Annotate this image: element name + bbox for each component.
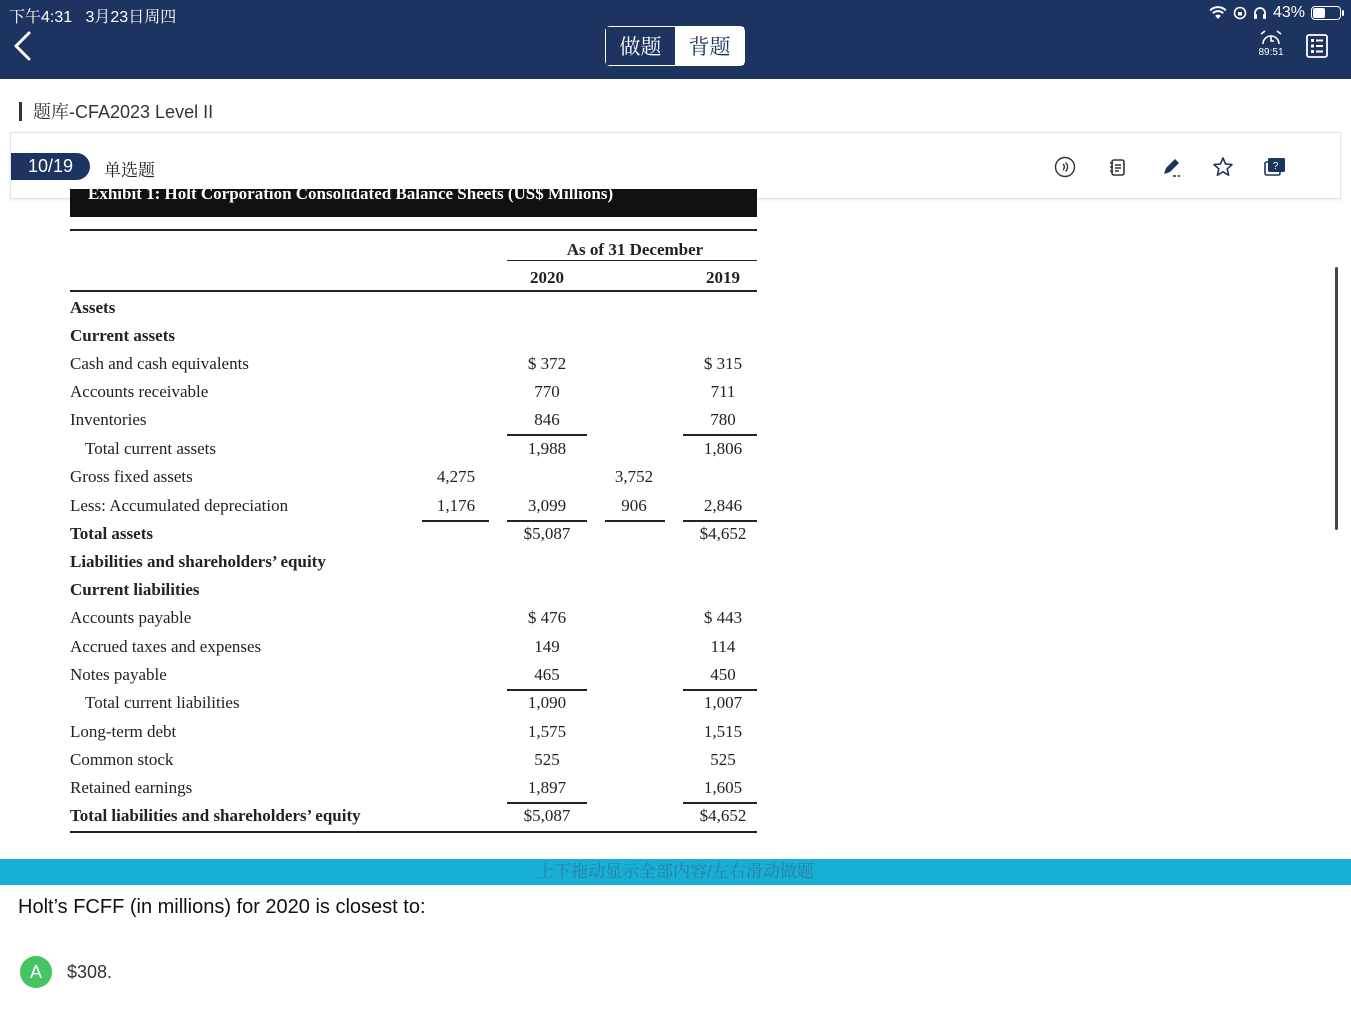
status-date: 3月23日周四 xyxy=(85,9,177,26)
row-label: Long-term debt xyxy=(70,722,177,741)
cell-2020: 1,897 xyxy=(527,778,567,797)
cell-2019: $ 443 xyxy=(703,608,743,627)
table-period-header: As of 31 December xyxy=(566,240,704,259)
subtotal-rule xyxy=(683,434,757,436)
swipe-hint[interactable]: 上下拖动显示全部内容/左右滑动做题 xyxy=(0,859,1351,885)
cell-gross-2019: 906 xyxy=(621,496,647,515)
subtotal-rule xyxy=(683,689,757,691)
subtotal-rule xyxy=(683,802,757,804)
row-label: Retained earnings xyxy=(70,778,193,797)
question-number-badge: 10/19 xyxy=(11,153,90,180)
cell-2019: 780 xyxy=(710,410,736,429)
row-label: Total liabilities and shareholders’ equity xyxy=(70,806,361,825)
mode-toggle xyxy=(605,26,745,66)
cell-2020: 1,575 xyxy=(527,722,567,741)
year-header-2019: 2019 xyxy=(706,268,740,287)
question-card-icon[interactable] xyxy=(1263,155,1287,179)
cell-2020: 846 xyxy=(534,410,560,429)
cell-2019: 1,806 xyxy=(703,439,743,458)
row-label: Gross fixed assets xyxy=(70,467,193,486)
cell-2019: 1,605 xyxy=(703,778,743,797)
wifi-icon xyxy=(1209,6,1227,20)
battery-percent: 43% xyxy=(1272,4,1305,21)
audio-icon[interactable] xyxy=(1053,155,1077,179)
header-rule xyxy=(70,290,757,292)
table-top-rule xyxy=(70,229,757,231)
status-time xyxy=(9,4,176,27)
cell-2020: $ 372 xyxy=(527,354,567,373)
option-a[interactable] xyxy=(20,956,112,988)
top-nav-bar xyxy=(0,0,1351,79)
mode-memorize-button[interactable]: 背题 xyxy=(675,27,744,65)
cell-2019: $ 315 xyxy=(703,354,743,373)
subtotal-rule xyxy=(683,520,757,522)
cell-2019: 450 xyxy=(710,665,736,684)
cell-2020: 1,090 xyxy=(527,693,567,712)
cell-2019: $4,652 xyxy=(699,524,747,543)
status-clock: 下午4:31 xyxy=(9,9,73,26)
timer-value: 89:51 xyxy=(1258,47,1284,58)
cell-2020: 525 xyxy=(534,750,560,769)
row-label: Total current assets xyxy=(85,439,216,458)
cell-2020: $ 476 xyxy=(527,608,567,627)
option-a-badge: A xyxy=(20,956,52,988)
cell-2020: $5,087 xyxy=(523,524,571,543)
exhibit-balance-sheet[interactable] xyxy=(0,184,1351,859)
row-label: Total current liabilities xyxy=(85,693,240,712)
row-label: Inventories xyxy=(70,410,147,429)
row-label: Accounts payable xyxy=(70,608,192,627)
cell-2019: 2,846 xyxy=(703,496,743,515)
svg-text:?: ? xyxy=(1272,161,1279,172)
cell-2020: 1,988 xyxy=(527,439,567,458)
breadcrumb xyxy=(19,98,213,124)
subtotal-rule xyxy=(422,520,489,522)
cell-2020: 149 xyxy=(534,637,560,656)
cell-gross-2020: 1,176 xyxy=(436,496,476,515)
row-label: Common stock xyxy=(70,750,174,769)
table-bottom-rule xyxy=(70,831,757,833)
row-label: Cash and cash equivalents xyxy=(70,354,249,373)
subtotal-rule xyxy=(605,520,665,522)
subtotal-rule xyxy=(507,802,587,804)
cell-2019: 1,515 xyxy=(703,722,743,741)
cell-2020: 3,099 xyxy=(527,496,567,515)
year-header-2020: 2020 xyxy=(530,268,564,287)
cell-2019: 1,007 xyxy=(703,693,743,712)
subtotal-rule xyxy=(507,434,587,436)
alarm-clock-icon xyxy=(1259,30,1283,46)
row-label: Accrued taxes and expenses xyxy=(70,637,262,656)
row-label: Assets xyxy=(70,298,116,317)
scrollbar-thumb[interactable] xyxy=(1335,267,1338,530)
star-icon[interactable] xyxy=(1211,155,1235,179)
battery-icon xyxy=(1311,6,1341,20)
lock-rotation-icon xyxy=(1233,6,1247,20)
cell-2019: 114 xyxy=(710,637,736,656)
notes-icon[interactable] xyxy=(1106,155,1130,179)
cell-2020: $5,087 xyxy=(523,806,571,825)
row-label: Liabilities and shareholders’ equity xyxy=(70,552,326,571)
row-label: Current liabilities xyxy=(70,580,200,599)
subtotal-rule xyxy=(507,520,587,522)
cell-2019: 711 xyxy=(710,382,736,401)
period-rule xyxy=(507,260,757,261)
breadcrumb-marker xyxy=(19,102,22,121)
subtotal-rule xyxy=(507,689,587,691)
row-label: Less: Accumulated depreciation xyxy=(70,496,289,515)
row-label: Accounts receivable xyxy=(70,382,209,401)
mode-do-button[interactable]: 做题 xyxy=(606,27,675,65)
status-indicators xyxy=(1209,4,1341,22)
row-label: Total assets xyxy=(70,524,153,543)
back-icon[interactable] xyxy=(10,30,36,62)
cell-2020: 770 xyxy=(534,382,560,401)
row-label: Notes payable xyxy=(70,665,167,684)
pencil-icon[interactable] xyxy=(1159,155,1183,179)
cell-2019: 525 xyxy=(710,750,736,769)
timer-button[interactable] xyxy=(1250,30,1292,60)
question-text: Holt’s FCFF (in millions) for 2020 is closest to: xyxy=(18,896,426,918)
headphones-icon xyxy=(1253,6,1267,20)
question-type: 单选题 xyxy=(104,161,155,180)
row-label: Current assets xyxy=(70,326,175,345)
breadcrumb-title: 题库-CFA2023 Level II xyxy=(33,102,214,122)
cell-gross-2020: 4,275 xyxy=(436,467,476,486)
option-a-text: $308. xyxy=(67,961,113,982)
exhibit-title: Exhibit 1: Holt Corporation Consolidated Balance Sheets (US$ Millions) xyxy=(70,189,757,217)
cell-2020: 465 xyxy=(534,665,560,684)
cell-gross-2019: 3,752 xyxy=(614,467,654,486)
cell-2019: $4,652 xyxy=(699,806,747,825)
answer-sheet-icon[interactable] xyxy=(1306,34,1328,58)
